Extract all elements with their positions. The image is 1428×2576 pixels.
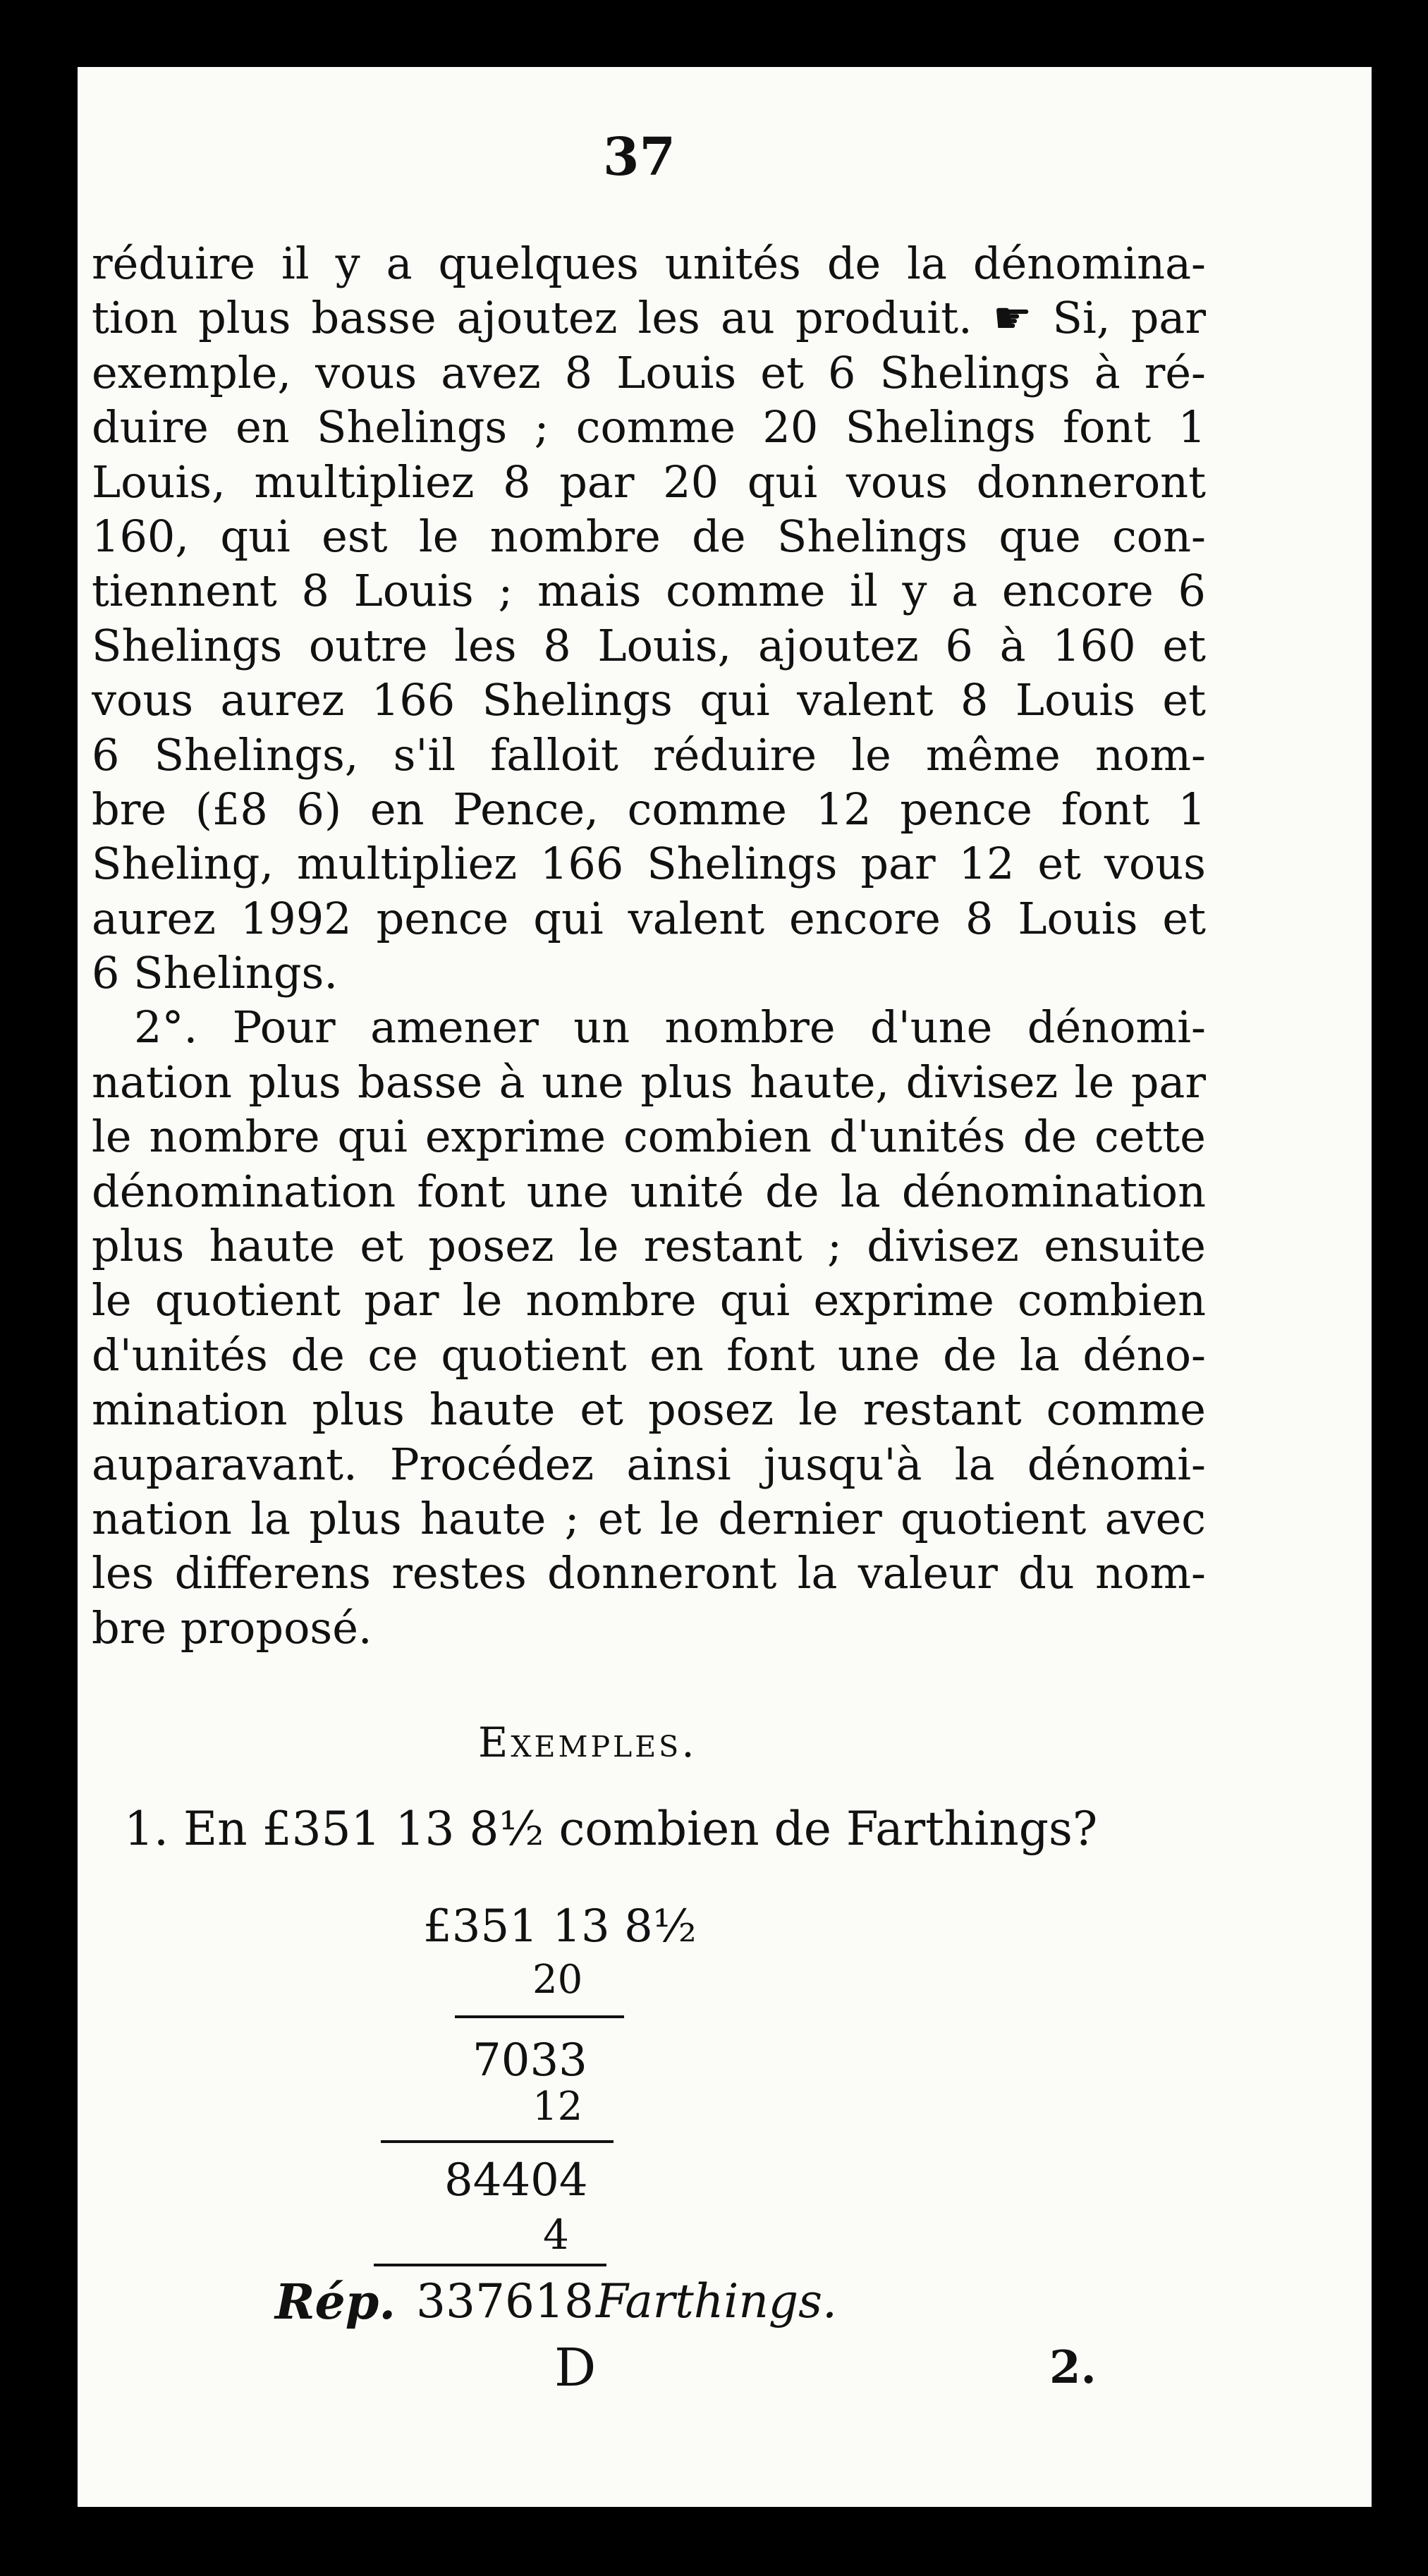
- calc-multiplier-1: 20: [532, 1957, 583, 2003]
- text-line: mination plus haute et posez le restant comme: [92, 1384, 1206, 1436]
- answer-unit: Farthings.: [596, 2274, 837, 2328]
- calc-rule-1: [455, 2015, 624, 2018]
- scan-border-left: [0, 0, 32, 2576]
- scan-border-bottom: [0, 2509, 1428, 2576]
- book-page: [78, 67, 1372, 2507]
- text-line: les differens restes donneront la valeur du nom-: [92, 1547, 1206, 1599]
- text-line: tiennent 8 Louis ; mais comme il y a encore 6: [92, 565, 1206, 617]
- calc-rule-2: [381, 2140, 614, 2143]
- text-line: 160, qui est le nombre de Shelings que con-: [92, 510, 1206, 562]
- signature-mark: D: [554, 2338, 597, 2398]
- text-line: aurez 1992 pence qui valent encore 8 Louis et: [92, 892, 1206, 944]
- examples-heading: Exemples.: [478, 1719, 697, 1766]
- scan-border-right: [1372, 0, 1428, 2576]
- paragraph-2: [92, 1000, 1206, 1655]
- text-line: nation la plus haute ; et le dernier quotient avec: [92, 1492, 1206, 1544]
- calc-rule-3: [374, 2264, 606, 2266]
- text-line: bre proposé.: [92, 1601, 372, 1654]
- text-line: Louis, multipliez 8 par 20 qui vous donneront: [92, 456, 1206, 508]
- calc-result-2: 84404: [444, 2154, 588, 2206]
- answer-value: 337618: [416, 2274, 594, 2328]
- text-line: duire en Shelings ; comme 20 Shelings font 1: [92, 401, 1206, 453]
- text-line: Sheling, multipliez 166 Shelings par 12 et vous: [92, 838, 1206, 890]
- calc-multiplier-3: 4: [543, 2211, 569, 2259]
- text-line: 2°. Pour amener un nombre d'une dénomi-: [134, 1001, 1206, 1054]
- text-line: exemple, vous avez 8 Louis et 6 Shelings à ré-: [92, 346, 1206, 398]
- catchword: 2.: [1049, 2341, 1097, 2394]
- text-line: nation plus basse à une plus haute, divisez le par: [92, 1056, 1206, 1108]
- calc-multiplier-2: 12: [532, 2084, 583, 2130]
- text-line: dénomination font une unité de la dénomination: [92, 1165, 1206, 1217]
- paragraph-1: [92, 236, 1206, 1000]
- text-line: d'unités de ce quotient en font une de la déno-: [92, 1329, 1206, 1381]
- text-line: 6 Shelings.: [92, 947, 338, 999]
- text-line: plus haute et posez le restant ; divisez ensuite: [92, 1220, 1206, 1272]
- text-line: 6 Shelings, s'il falloit réduire le même nom-: [92, 728, 1206, 781]
- text-line: tion plus basse ajoutez les au produit. ☛ Si, par: [92, 292, 1206, 344]
- calc-line-1: £351 13 8½: [423, 1900, 697, 1953]
- text-line: Shelings outre les 8 Louis, ajoutez 6 à 160 et: [92, 619, 1206, 671]
- body-text: [92, 236, 1206, 1655]
- text-line: le nombre qui exprime combien d'unités de cette: [92, 1111, 1206, 1163]
- example-question: 1. En £351 13 8½ combien de Farthings?: [124, 1802, 1098, 1856]
- text-line: vous aurez 166 Shelings qui valent 8 Louis et: [92, 674, 1206, 726]
- text-line: réduire il y a quelques unités de la dénomina-: [92, 238, 1206, 289]
- text-line: le quotient par le nombre qui exprime combien: [92, 1274, 1206, 1326]
- text-line: auparavant. Procédez ainsi jusqu'à la dénomi-: [92, 1438, 1206, 1490]
- text-line: bre (£8 6) en Pence, comme 12 pence font 1: [92, 783, 1206, 835]
- answer-label: Rép.: [275, 2274, 396, 2331]
- calc-result-1: 7033: [472, 2034, 587, 2087]
- page-number: 37: [603, 127, 676, 188]
